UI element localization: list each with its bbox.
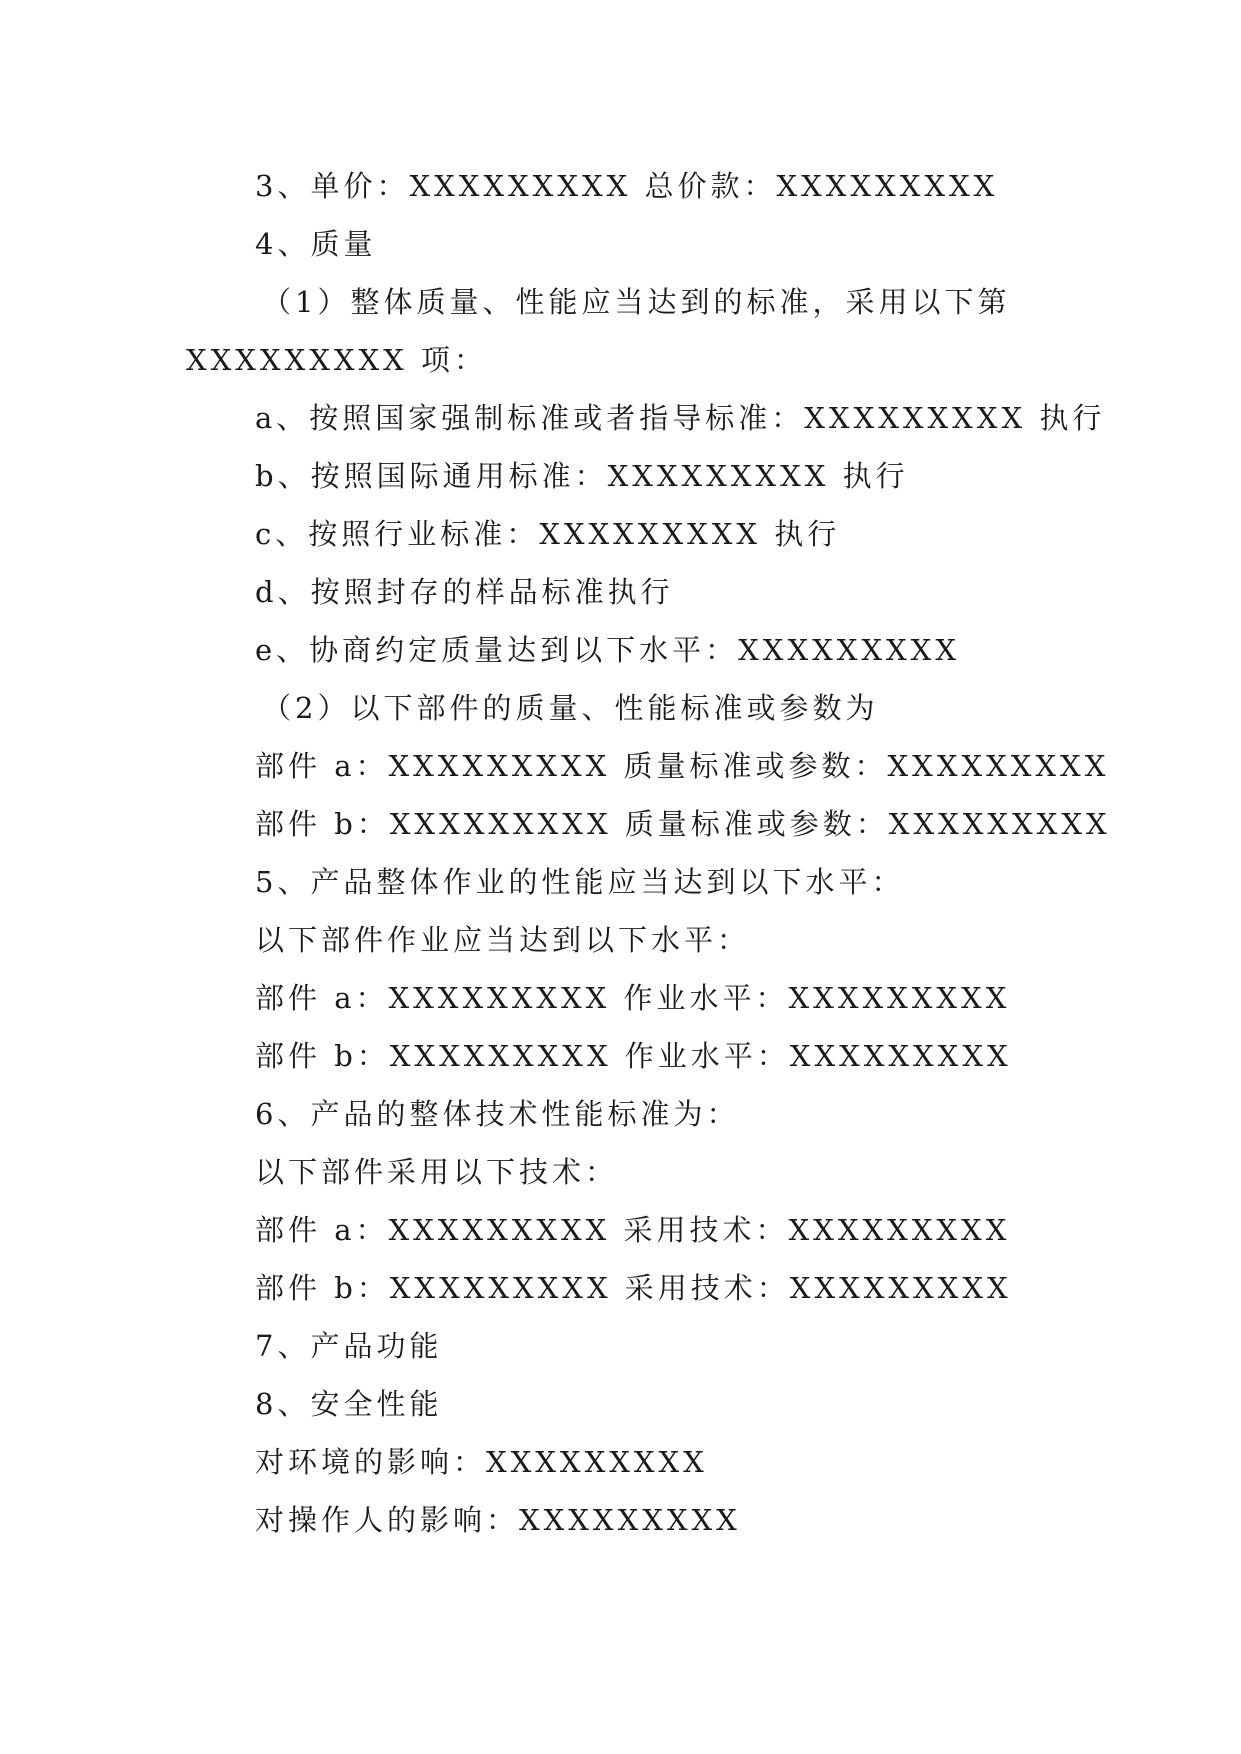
item-4-1-overall-standard-line: （1）整体质量、性能应当达到的标准，采用以下第 [262, 285, 1011, 319]
item-5-performance-heading: 5、产品整体作业的性能应当达到以下水平： [255, 865, 905, 899]
item-3-price-line: 3、单价：XXXXXXXXX 总价款：XXXXXXXXX [255, 169, 999, 203]
component-b-operation-line: 部件 b：XXXXXXXXX 作业水平：XXXXXXXXX [255, 1039, 1012, 1073]
item-4-1-continuation-line: XXXXXXXXX 项： [186, 343, 488, 377]
item-6-components-line: 以下部件采用以下技术： [255, 1155, 619, 1189]
component-b-quality-line: 部件 b：XXXXXXXXX 质量标准或参数：XXXXXXXXX [255, 807, 1111, 841]
item-4-quality-heading: 4、质量 [255, 227, 377, 261]
operator-impact-line: 对操作人的影响：XXXXXXXXX [255, 1503, 741, 1537]
item-8-safety-heading: 8、安全性能 [255, 1387, 443, 1421]
item-7-function-heading: 7、产品功能 [255, 1329, 443, 1363]
item-4-2-components-heading: （2）以下部件的质量、性能标准或参数为 [262, 691, 879, 725]
item-6-technical-heading: 6、产品的整体技术性能标准为： [255, 1097, 740, 1131]
option-e-line: e、协商约定质量达到以下水平：XXXXXXXXX [255, 633, 960, 667]
option-a-line: a、按照国家强制标准或者指导标准：XXXXXXXXX 执行 [255, 401, 1106, 435]
item-5-components-line: 以下部件作业应当达到以下水平： [255, 923, 751, 957]
environment-impact-line: 对环境的影响：XXXXXXXXX [255, 1445, 708, 1479]
option-c-line: c、按照行业标准：XXXXXXXXX 执行 [255, 517, 841, 551]
option-b-line: b、按照国际通用标准：XXXXXXXXX 执行 [255, 459, 909, 493]
component-a-technology-line: 部件 a：XXXXXXXXX 采用技术：XXXXXXXXX [255, 1213, 1011, 1247]
component-a-operation-line: 部件 a：XXXXXXXXX 作业水平：XXXXXXXXX [255, 981, 1011, 1015]
component-a-quality-line: 部件 a：XXXXXXXXX 质量标准或参数：XXXXXXXXX [255, 749, 1110, 783]
option-d-line: d、按照封存的样品标准执行 [255, 575, 674, 609]
component-b-technology-line: 部件 b：XXXXXXXXX 采用技术：XXXXXXXXX [255, 1271, 1012, 1305]
